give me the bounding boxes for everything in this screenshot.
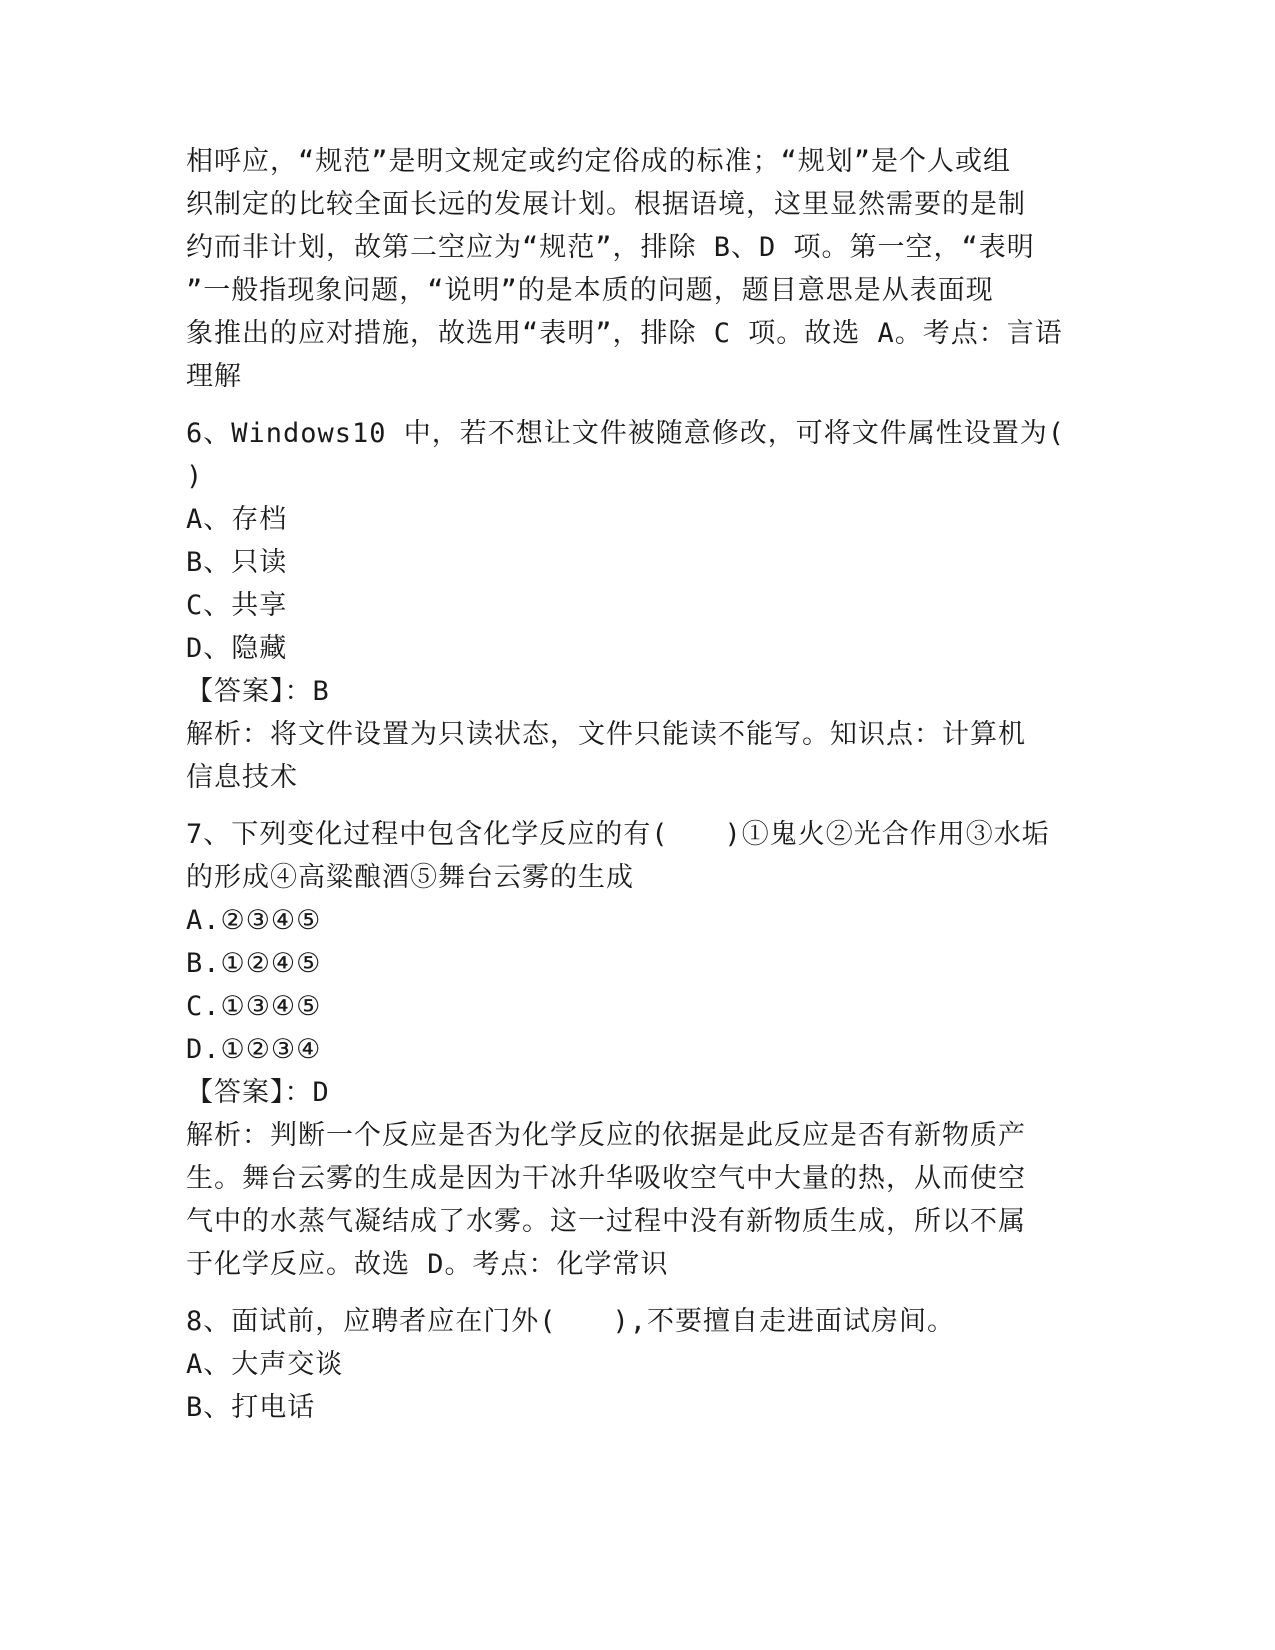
question-stem: 8、面试前，应聘者应在门外( ),不要擅自走进面试房间。 — [186, 1306, 956, 1337]
option-b: B、只读 — [186, 547, 288, 578]
question-stem: 7、下列变化过程中包含化学反应的有( )①鬼火②光合作用③水垢 — [186, 819, 1050, 850]
question-stem: 6、Windows10 中，若不想让文件被随意修改，可将文件属性设置为( — [186, 418, 1066, 449]
explanation-line: 信息技术 — [186, 762, 298, 793]
text-line: 相呼应，“规范”是明文规定或约定俗成的标准；“规划”是个人或组 — [186, 146, 1012, 177]
option-c: C.①③④⑤ — [186, 991, 322, 1022]
option-b: B.①②④⑤ — [186, 948, 322, 979]
question-stem: 的形成④高粱酿酒⑤舞台云雾的生成 — [186, 862, 634, 893]
option-a: A.②③④⑤ — [186, 905, 322, 936]
question-8 — [186, 1300, 1086, 1429]
answer: 【答案】：D — [186, 1077, 330, 1108]
explanation-q5-continued — [186, 140, 1086, 398]
answer: 【答案】：B — [186, 676, 330, 707]
text-line: 理解 — [186, 361, 242, 392]
explanation-line: 生。舞台云雾的生成是因为干冰升华吸收空气中大量的热，从而使空 — [186, 1163, 1026, 1194]
question-stem: ) — [186, 461, 204, 492]
question-7 — [186, 813, 1086, 1286]
explanation-line: 于化学反应。故选 D。考点：化学常识 — [186, 1249, 669, 1280]
explanation-line: 气中的水蒸气凝结成了水雾。这一过程中没有新物质生成，所以不属 — [186, 1206, 1026, 1237]
option-b: B、打电话 — [186, 1392, 316, 1423]
option-a: A、存档 — [186, 504, 288, 535]
text-line: 约而非计划，故第二空应为“规范”，排除 B、D 项。第一空，“表明 — [186, 232, 1035, 263]
option-d: D.①②③④ — [186, 1034, 322, 1065]
text-line: 织制定的比较全面长远的发展计划。根据语境，这里显然需要的是制 — [186, 189, 1026, 220]
explanation-line: 解析：判断一个反应是否为化学反应的依据是此反应是否有新物质产 — [186, 1120, 1026, 1151]
explanation-line: 解析：将文件设置为只读状态，文件只能读不能写。知识点：计算机 — [186, 719, 1026, 750]
option-c: C、共享 — [186, 590, 288, 621]
text-line: ”一般指现象问题，“说明”的是本质的问题，题目意思是从表面现 — [186, 275, 994, 306]
option-d: D、隐藏 — [186, 633, 288, 664]
question-6 — [186, 412, 1086, 799]
document-page — [186, 140, 1086, 1429]
option-a: A、大声交谈 — [186, 1349, 344, 1380]
text-line: 象推出的应对措施，故选用“表明”，排除 C 项。故选 A。考点：言语 — [186, 318, 1063, 349]
